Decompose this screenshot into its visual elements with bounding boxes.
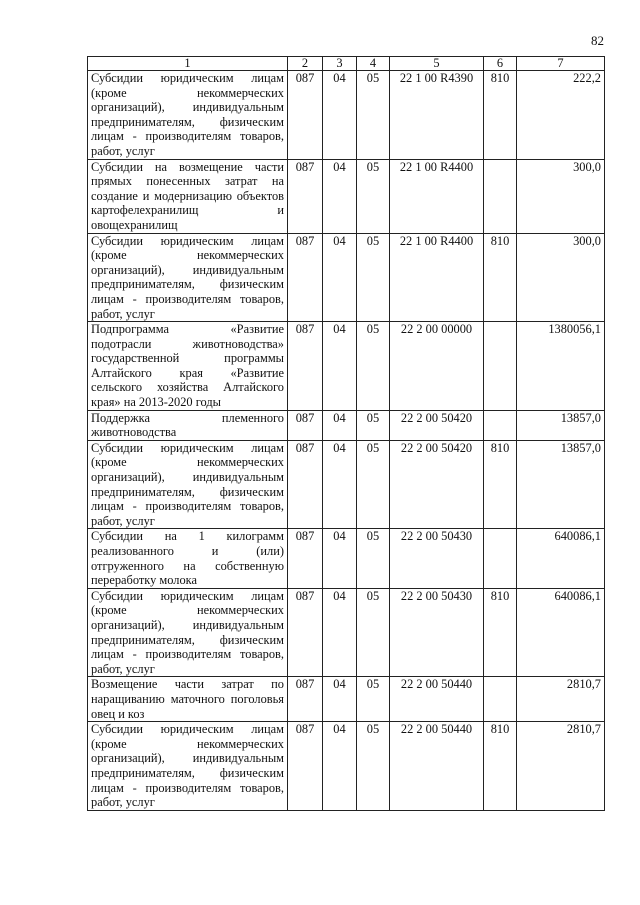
column-header: 5 [390, 57, 484, 71]
ministry-code-cell: 087 [288, 722, 323, 811]
row-name-cell: Субсидии юридическим лицам (кроме некоммерческих организаций), индивидуальным предпринимателям, физическим лицам - производителям товаров, работ, услуг [88, 71, 288, 160]
column-header: 6 [484, 57, 517, 71]
column-header: 2 [288, 57, 323, 71]
table-row [88, 677, 605, 722]
amount-cell: 300,0 [517, 159, 605, 233]
target-article-cell: 22 2 00 00000 [390, 322, 484, 411]
subsection-cell: 05 [357, 529, 390, 588]
table-row [88, 588, 605, 677]
amount-cell: 640086,1 [517, 588, 605, 677]
ministry-code-cell: 087 [288, 410, 323, 440]
amount-cell: 13857,0 [517, 440, 605, 529]
expense-type-cell: 810 [484, 233, 517, 322]
amount-cell: 222,2 [517, 71, 605, 160]
section-cell: 04 [323, 677, 357, 722]
target-article-cell: 22 2 00 50420 [390, 410, 484, 440]
subsection-cell: 05 [357, 440, 390, 529]
table-row [88, 410, 605, 440]
expense-type-cell: 810 [484, 588, 517, 677]
amount-cell: 2810,7 [517, 677, 605, 722]
subsection-cell: 05 [357, 588, 390, 677]
column-header: 3 [323, 57, 357, 71]
page-number: 82 [591, 33, 604, 48]
amount-cell: 640086,1 [517, 529, 605, 588]
expense-type-cell: 810 [484, 71, 517, 160]
subsection-cell: 05 [357, 722, 390, 811]
budget-table [87, 56, 605, 811]
expense-type-cell [484, 677, 517, 722]
ministry-code-cell: 087 [288, 233, 323, 322]
target-article-cell: 22 2 00 50430 [390, 529, 484, 588]
section-cell: 04 [323, 722, 357, 811]
ministry-code-cell: 087 [288, 159, 323, 233]
row-name-cell: Подпрограмма «Развитие подотрасли животноводства» государственной программы Алтайского края «Развитие сельского хозяйства Алтайского края» на 2013-2020 годы [88, 322, 288, 411]
row-name-cell: Субсидии юридическим лицам (кроме некоммерческих организаций), индивидуальным предпринимателям, физическим лицам - производителям товаров, работ, услуг [88, 722, 288, 811]
column-header: 4 [357, 57, 390, 71]
section-cell: 04 [323, 410, 357, 440]
amount-cell: 2810,7 [517, 722, 605, 811]
section-cell: 04 [323, 159, 357, 233]
section-cell: 04 [323, 71, 357, 160]
subsection-cell: 05 [357, 159, 390, 233]
target-article-cell: 22 2 00 50420 [390, 440, 484, 529]
amount-cell: 300,0 [517, 233, 605, 322]
column-header: 1 [88, 57, 288, 71]
table-header-row [88, 57, 605, 71]
target-article-cell: 22 1 00 R4400 [390, 159, 484, 233]
subsection-cell: 05 [357, 410, 390, 440]
target-article-cell: 22 1 00 R4390 [390, 71, 484, 160]
ministry-code-cell: 087 [288, 588, 323, 677]
table-row [88, 71, 605, 160]
table-row [88, 159, 605, 233]
subsection-cell: 05 [357, 677, 390, 722]
ministry-code-cell: 087 [288, 529, 323, 588]
table-row [88, 233, 605, 322]
table-row [88, 440, 605, 529]
row-name-cell: Субсидии на 1 килограмм реализованного и (или) отгруженного на собственную переработку молока [88, 529, 288, 588]
ministry-code-cell: 087 [288, 677, 323, 722]
table-body [88, 71, 605, 811]
row-name-cell: Субсидии на возмещение части прямых понесенных затрат на создание и модернизацию объектов картофелехранилищ и овощехранилищ [88, 159, 288, 233]
target-article-cell: 22 1 00 R4400 [390, 233, 484, 322]
section-cell: 04 [323, 588, 357, 677]
expense-type-cell [484, 322, 517, 411]
row-name-cell: Субсидии юридическим лицам (кроме некоммерческих организаций), индивидуальным предпринимателям, физическим лицам - производителям товаров, работ, услуг [88, 588, 288, 677]
subsection-cell: 05 [357, 233, 390, 322]
expense-type-cell [484, 410, 517, 440]
expense-type-cell [484, 529, 517, 588]
section-cell: 04 [323, 322, 357, 411]
amount-cell: 1380056,1 [517, 322, 605, 411]
column-header: 7 [517, 57, 605, 71]
expense-type-cell: 810 [484, 440, 517, 529]
amount-cell: 13857,0 [517, 410, 605, 440]
section-cell: 04 [323, 529, 357, 588]
target-article-cell: 22 2 00 50430 [390, 588, 484, 677]
subsection-cell: 05 [357, 322, 390, 411]
table-row [88, 529, 605, 588]
expense-type-cell: 810 [484, 722, 517, 811]
row-name-cell: Возмещение части затрат по наращиванию маточного поголовья овец и коз [88, 677, 288, 722]
row-name-cell: Субсидии юридическим лицам (кроме некоммерческих организаций), индивидуальным предпринимателям, физическим лицам - производителям товаров, работ, услуг [88, 233, 288, 322]
ministry-code-cell: 087 [288, 322, 323, 411]
ministry-code-cell: 087 [288, 71, 323, 160]
section-cell: 04 [323, 440, 357, 529]
section-cell: 04 [323, 233, 357, 322]
target-article-cell: 22 2 00 50440 [390, 722, 484, 811]
expense-type-cell [484, 159, 517, 233]
table-row [88, 322, 605, 411]
target-article-cell: 22 2 00 50440 [390, 677, 484, 722]
row-name-cell: Поддержка племенного животноводства [88, 410, 288, 440]
ministry-code-cell: 087 [288, 440, 323, 529]
row-name-cell: Субсидии юридическим лицам (кроме некоммерческих организаций), индивидуальным предпринимателям, физическим лицам - производителям товаров, работ, услуг [88, 440, 288, 529]
table-row [88, 722, 605, 811]
subsection-cell: 05 [357, 71, 390, 160]
